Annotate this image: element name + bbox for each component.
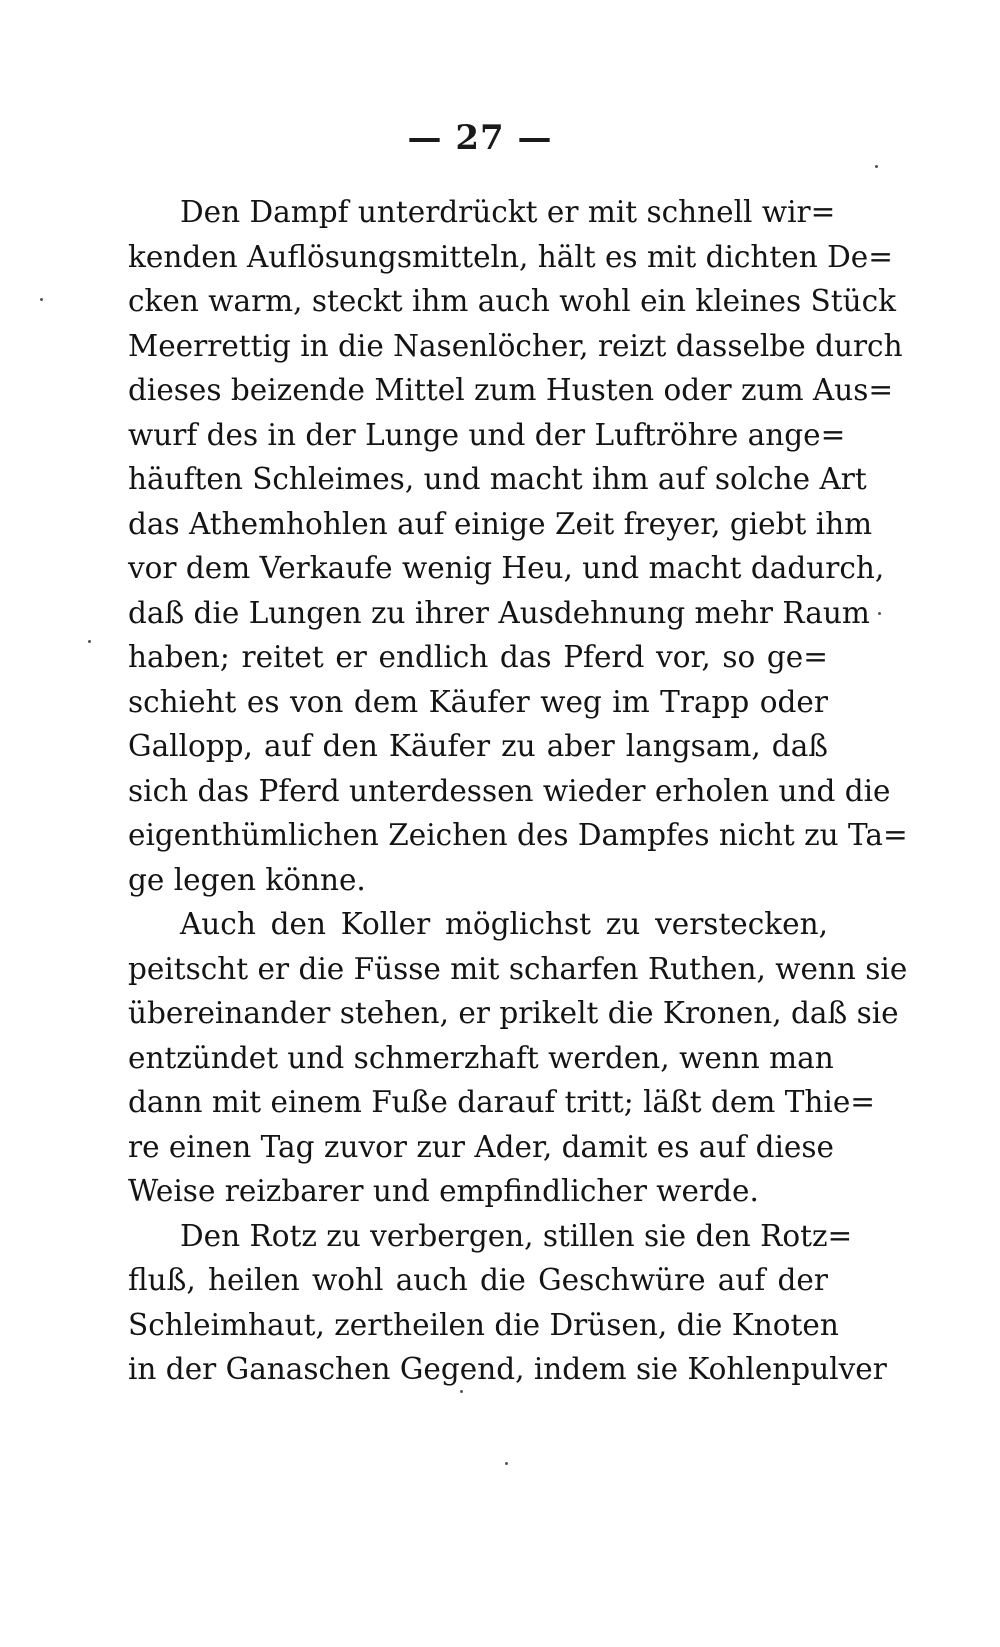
paper-speck (40, 298, 43, 301)
paper-speck (878, 612, 881, 615)
text-line: dann mit einem Fuße darauf tritt; läßt dem Thie= (128, 1085, 876, 1119)
text-line: haben; reitet er endlich das Pferd vor, so ge= (128, 640, 828, 674)
paper-speck (505, 1462, 508, 1465)
text-line: Auch den Koller möglichst zu verstecken, (180, 907, 828, 941)
text-line: cken warm, steckt ihm auch wohl ein kleines Stück (128, 284, 896, 318)
text-line: Gallopp, auf den Käufer zu aber langsam, daß (128, 729, 828, 763)
text-line: das Athemhohlen auf einige Zeit freyer, giebt ihm (128, 506, 873, 541)
paper-speck (875, 165, 878, 168)
text-line: Schleimhaut, zertheilen die Drüsen, die Knoten (128, 1307, 839, 1342)
text-line: in der Ganaschen Gegend, indem sie Kohlenpulver (128, 1352, 887, 1386)
page-number: — 27 — (407, 118, 553, 158)
text-line: Den Rotz zu verbergen, stillen sie den Rotz= (180, 1218, 853, 1253)
text-line: übereinander stehen, er prikelt die Kronen, daß sie (128, 996, 899, 1030)
paragraph-3 (128, 1214, 887, 1392)
text-line: fluß, heilen wohl auch die Geschwüre auf der (128, 1263, 828, 1297)
text-line: ge legen könne. (128, 862, 366, 897)
text-line: eigenthümlichen Zeichen des Dampfes nicht zu Ta= (128, 818, 908, 852)
text-line: sich das Pferd unterdessen wieder erholen und die (128, 773, 891, 808)
text-line: kenden Auflösungsmitteln, hält es mit dichten De= (128, 239, 893, 274)
text-line: häuften Schleimes, und macht ihm auf solche Art (128, 462, 867, 496)
text-line: Meerrettig in die Nasenlöcher, reizt dasselbe durch (128, 328, 903, 363)
text-line: schieht es von dem Käufer weg im Trapp oder (128, 684, 828, 719)
page-body (128, 190, 908, 1392)
text-line: re einen Tag zuvor zur Ader, damit es auf diese (128, 1129, 834, 1164)
text-line: entzündet und schmerzhaft werden, wenn man (128, 1040, 834, 1075)
text-line: daß die Lungen zu ihrer Ausdehnung mehr Raum (128, 595, 870, 630)
text-line: Den Dampf unterdrückt er mit schnell wir= (180, 195, 836, 229)
text-line: Weise reizbarer und empfindlicher werde. (128, 1174, 759, 1208)
paper-speck (460, 1390, 463, 1393)
paper-speck (88, 640, 91, 643)
text-line: dieses beizende Mittel zum Husten oder zum Aus= (128, 373, 894, 407)
text-line: wurf des in der Lunge und der Luftröhre ange= (128, 417, 846, 452)
paragraph-1 (128, 190, 908, 902)
text-line: peitscht er die Füsse mit scharfen Ruthen, wenn sie (128, 951, 908, 986)
paragraph-2 (128, 902, 908, 1214)
text-line: vor dem Verkaufe wenig Heu, und macht dadurch, (128, 551, 885, 585)
